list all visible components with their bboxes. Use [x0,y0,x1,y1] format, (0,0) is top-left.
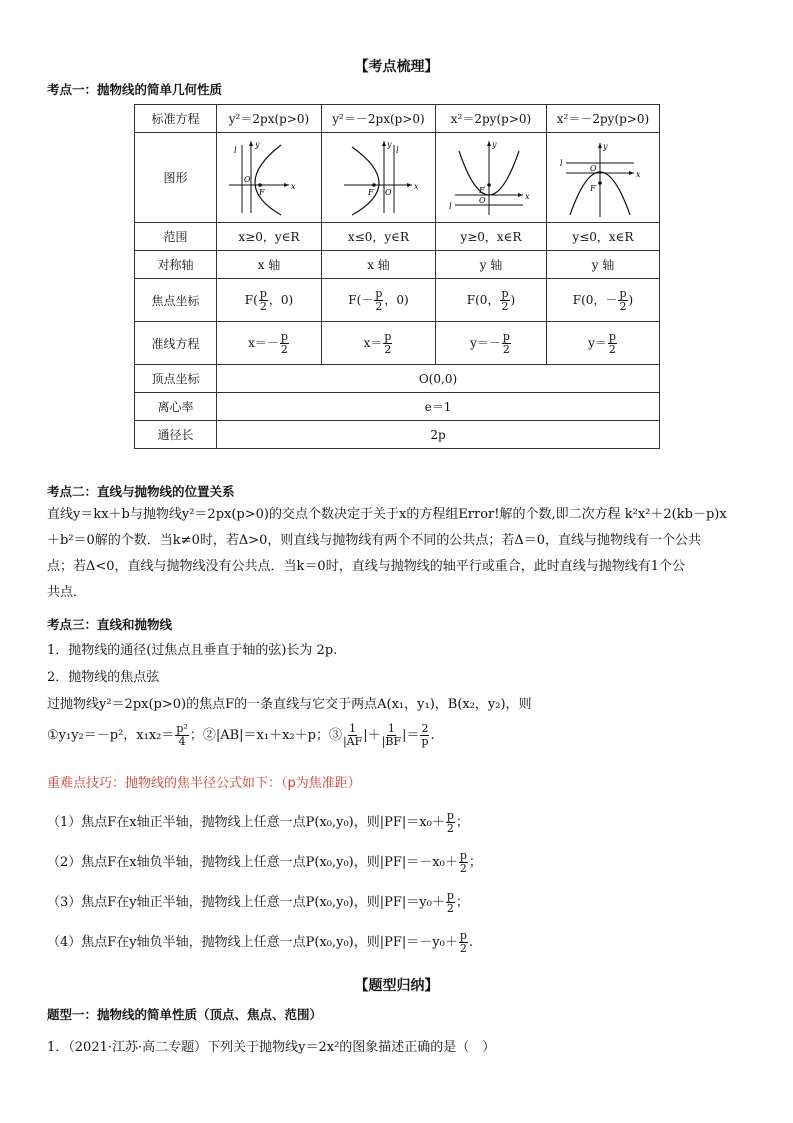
cell-eccentricity: e＝1 [217,393,660,421]
kp2-line: 点；若Δ<0，直线与抛物线没有公共点．当k＝0时，直线与抛物线的轴平行或重合，此时直线与抛物线有1个公 [47,559,685,574]
svg-text:F: F [479,186,485,195]
cell-focus: F(－ $\frac{p}{2}$ ，0) [322,279,436,322]
cell-eq: x²＝2py(p>0) [436,105,547,133]
cell-range: y≤0，x∈R [547,223,660,251]
cell-figure [436,133,547,223]
cell-range: y≥0，x∈R [436,223,547,251]
tip-item: （4）焦点F在y轴负半轴，抛物线上任意一点P(x₀,y₀)，则|PF|＝－y₀＋ $\frac{p}{2}$ . [47,929,474,955]
row-figure [135,133,660,223]
svg-text:O: O [384,188,392,197]
kp2-line: 共点． [47,585,87,600]
kp2-line: ＋b²＝0解的个数．当k≠0时，若Δ>0，则直线与抛物线有两个不同的公共点；若Δ＝0，直线与抛物线有一个公共 [47,533,702,548]
cell-figure [217,133,322,223]
cell-eq: x²＝－2py(p>0) [547,105,660,133]
row-latus [135,421,660,449]
cell-directrix: y＝ $\frac{p}{2}$ [547,322,660,365]
svg-text:y: y [603,142,608,151]
tip-item: （2）焦点F在x轴负半轴，抛物线上任意一点P(x₀,y₀)，则|PF|＝－x₀＋ $\frac{p}{2}$ ； [47,849,482,875]
kp1-title: 考点一：抛物线的简单几何性质 [47,82,223,97]
svg-text:x: x [636,170,641,179]
svg-text:y: y [255,140,260,149]
cell-label: 准线方程 [135,322,217,365]
row-equation [135,105,660,133]
type1-title: 题型一：抛物线的简单性质（顶点、焦点、范围） [47,1007,323,1022]
section-title-kaodian: 【考点梳理】 [354,59,439,75]
cell-latus: 2p [217,421,660,449]
svg-text:l: l [395,146,399,155]
cell-axis: y 轴 [436,251,547,279]
row-axis [135,251,660,279]
svg-text:l: l [234,146,237,155]
cell-figure [322,133,436,223]
cell-vertex: O(0,0) [217,365,660,393]
row-range [135,223,660,251]
cell-directrix: x＝－ $\frac{p}{2}$ [217,322,322,365]
cell-range: x≥0，y∈R [217,223,322,251]
tip-item: （3）焦点F在y轴正半轴，抛物线上任意一点P(x₀,y₀)，则|PF|＝y₀＋ $\frac{p}{2}$ ； [47,889,469,915]
question-1: 1．（2021·江苏·高二专题）下列关于抛物线y＝2x²的图象描述正确的是（ ） [47,1040,496,1055]
tip-title: 重难点技巧：抛物线的焦半径公式如下：（p为焦准距） [47,776,361,791]
cell-axis: y 轴 [547,251,660,279]
svg-text:F: F [590,184,596,193]
svg-text:l: l [449,202,452,211]
svg-text:F: F [259,188,265,197]
kp3-formula: ①y₁y₂＝－p²，x₁x₂＝ $\frac{\text{p²}}{4}$ ；②|AB|＝x₁＋x₂＋p；③ $\frac{1}{|AF}$ |＋ $\frac{1}{|BF}$ |＝ $\frac{2}{p}$ . [47,722,435,748]
cell-label: 图形 [135,133,217,223]
tip-item: （1）焦点F在x轴正半轴，抛物线上任意一点P(x₀,y₀)，则|PF|＝x₀＋ $\frac{p}{2}$ ； [47,809,469,835]
cell-label: 顶点坐标 [135,365,217,393]
cell-label: 标准方程 [135,105,217,133]
svg-text:x: x [413,182,419,191]
cell-axis: x 轴 [217,251,322,279]
cell-focus: F(0，－ $\frac{p}{2}$ ) [547,279,660,322]
parabola-figure-right [219,133,319,219]
cell-focus: F( $\frac{p}{2}$ ，0) [217,279,322,322]
kp3-item: 1．抛物线的通径(过焦点且垂直于轴的弦)长为 2p. [47,643,338,658]
cell-label: 离心率 [135,393,217,421]
kp2-line: 直线y＝kx＋b与抛物线y²＝2px(p>0)的交点个数决定于关于x的方程组Error!解的个数,即二次方程 k²x²＋2(kb－p)x [47,507,727,522]
kp3-item: 过抛物线y²＝2px(p>0)的焦点F的一条直线与它交于两点A(x₁，y₁)，B(x₂，y₂)，则 [47,697,532,712]
cell-label: 通径长 [135,421,217,449]
kp3-item: 2．抛物线的焦点弦 [47,670,160,685]
svg-text:O: O [244,175,251,184]
cell-directrix: x＝ $\frac{p}{2}$ [322,322,436,365]
kp3-title: 考点三：直线和抛物线 [47,617,173,632]
cell-label: 范围 [135,223,217,251]
cell-directrix: y＝－ $\frac{p}{2}$ [436,322,547,365]
row-eccentricity [135,393,660,421]
cell-label: 对称轴 [135,251,217,279]
parabola-figure-up [437,133,545,219]
svg-text:x: x [525,192,530,201]
svg-text:l: l [560,159,563,168]
svg-text:O: O [479,196,486,205]
svg-text:y: y [386,140,392,149]
svg-text:F: F [367,188,374,197]
cell-range: x≤0，y∈R [322,223,436,251]
cell-axis: x 轴 [322,251,436,279]
parabola-properties-table [134,104,660,449]
cell-eq: y²＝－2px(p>0) [322,105,436,133]
cell-figure [547,133,660,223]
cell-label: 焦点坐标 [135,279,217,322]
svg-text:y: y [492,140,497,149]
section-title-tixing: 【题型归纳】 [354,978,439,994]
kp2-title: 考点二：直线与抛物线的位置关系 [47,484,235,499]
svg-text:O: O [590,164,597,173]
parabola-figure-down [548,133,658,219]
parabola-figure-left [324,133,434,219]
row-vertex [135,365,660,393]
svg-text:x: x [291,182,296,191]
row-directrix [135,322,660,365]
row-focus [135,279,660,322]
cell-focus: F(0， $\frac{p}{2}$ ) [436,279,547,322]
cell-eq: y²＝2px(p>0) [217,105,322,133]
